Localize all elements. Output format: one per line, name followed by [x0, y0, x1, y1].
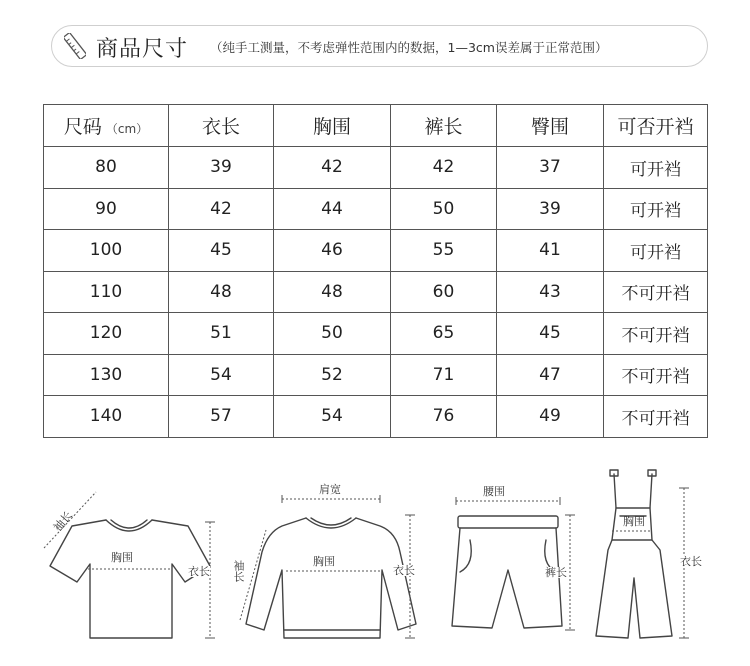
tshirt-length-label: 衣长: [188, 565, 210, 578]
cell-hip: 41: [497, 230, 604, 272]
cell-chest: 46: [274, 230, 391, 272]
cell-length: 54: [169, 354, 274, 396]
cell-size: 110: [44, 271, 169, 313]
cell-chest: 50: [274, 313, 391, 355]
cell-size: 80: [44, 147, 169, 189]
pants-waist-label: 腰围: [483, 485, 505, 498]
cell-pants-length: 55: [391, 230, 497, 272]
cell-size: 100: [44, 230, 169, 272]
cell-pants-length: 65: [391, 313, 497, 355]
column-header-hip: 臀围: [497, 105, 604, 147]
pants-length-label: 裤长: [545, 566, 567, 579]
tshirt-sleeve-label: 袖长: [50, 508, 76, 535]
cell-open-crotch: 不可开裆: [604, 396, 708, 438]
overalls-length-label: 衣长: [680, 555, 702, 568]
sweater-length-label: 衣长: [393, 564, 415, 577]
sweater-outline: [246, 518, 416, 638]
cell-size: 140: [44, 396, 169, 438]
overalls-chest-label: 胸围: [623, 515, 645, 528]
cell-open-crotch: 不可开裆: [604, 354, 708, 396]
cell-open-crotch: 不可开裆: [604, 271, 708, 313]
cell-pants-length: 50: [391, 188, 497, 230]
column-header-size: 尺码 （cm）: [44, 105, 169, 147]
column-header-chest: 胸围: [274, 105, 391, 147]
cell-hip: 39: [497, 188, 604, 230]
cell-pants-length: 71: [391, 354, 497, 396]
table-row: [44, 230, 708, 272]
size-header: [51, 25, 708, 67]
measurement-diagrams: [0, 460, 750, 666]
cell-hip: 37: [497, 147, 604, 189]
cell-chest: 52: [274, 354, 391, 396]
overalls-outline: [596, 470, 672, 638]
column-header-pants-length: 裤长: [391, 105, 497, 147]
table-row: [44, 147, 708, 189]
page-title: 商品尺寸: [96, 37, 189, 62]
cell-hip: 45: [497, 313, 604, 355]
tshirt-outline: [50, 520, 210, 638]
cell-open-crotch: 可开裆: [604, 147, 708, 189]
cell-chest: 42: [274, 147, 391, 189]
sweater-sleeve-label: 袖长: [232, 560, 245, 582]
sweater-shoulder-label: 肩宽: [319, 483, 341, 496]
cell-pants-length: 76: [391, 396, 497, 438]
table-row: [44, 188, 708, 230]
table-row: [44, 271, 708, 313]
table-header-row: [44, 105, 708, 147]
cell-length: 48: [169, 271, 274, 313]
measurement-note: （纯手工测量，不考虑弹性范围内的数据，1—3cm误差属于正常范围）: [210, 40, 608, 55]
table-row: [44, 354, 708, 396]
column-header-length: 衣长: [169, 105, 274, 147]
cell-chest: 44: [274, 188, 391, 230]
ruler-icon: [64, 33, 86, 59]
sweater-chest-label: 胸围: [313, 555, 335, 568]
table-row: [44, 396, 708, 438]
cell-open-crotch: 不可开裆: [604, 313, 708, 355]
cell-hip: 49: [497, 396, 604, 438]
cell-open-crotch: 可开裆: [604, 230, 708, 272]
cell-hip: 47: [497, 354, 604, 396]
cell-length: 39: [169, 147, 274, 189]
cell-length: 45: [169, 230, 274, 272]
cell-open-crotch: 可开裆: [604, 188, 708, 230]
size-table: [43, 104, 708, 438]
cell-pants-length: 60: [391, 271, 497, 313]
cell-size: 130: [44, 354, 169, 396]
cell-pants-length: 42: [391, 147, 497, 189]
cell-size: 120: [44, 313, 169, 355]
cell-size: 90: [44, 188, 169, 230]
column-header-open-crotch: 可否开裆: [604, 105, 708, 147]
cell-chest: 54: [274, 396, 391, 438]
cell-length: 42: [169, 188, 274, 230]
cell-length: 51: [169, 313, 274, 355]
table-row: [44, 313, 708, 355]
tshirt-chest-label: 胸围: [111, 551, 133, 564]
cell-chest: 48: [274, 271, 391, 313]
cell-length: 57: [169, 396, 274, 438]
cell-hip: 43: [497, 271, 604, 313]
